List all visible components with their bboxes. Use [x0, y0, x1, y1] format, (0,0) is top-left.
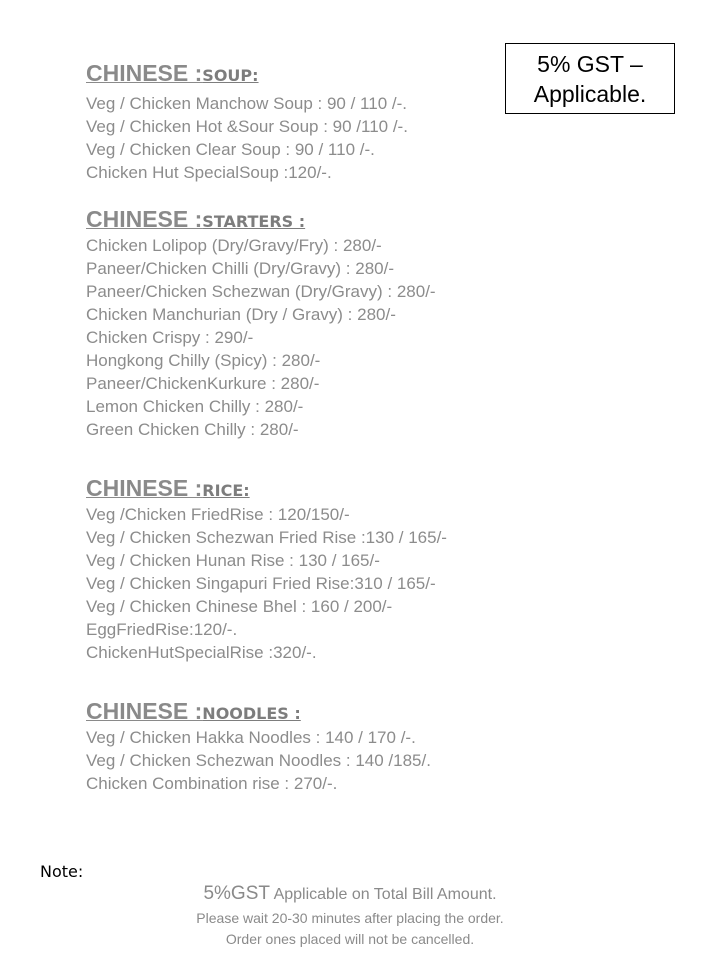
section-subtitle: SOUP:	[202, 66, 259, 85]
section-heading	[86, 696, 506, 726]
menu-item: Veg / Chicken Hot &Sour Soup : 90 /110 /-.	[86, 117, 408, 136]
menu-item: Veg / Chicken Schezwan Fried Rise :130 / 165/-	[86, 528, 447, 547]
section-noodles	[86, 696, 506, 795]
menu	[86, 58, 506, 795]
menu-item: Paneer/ChickenKurkure : 280/-	[86, 374, 320, 393]
wait-note: Please wait 20-30 minutes after placing the order.	[196, 910, 504, 926]
menu-item: Veg / Chicken Clear Soup : 90 / 110 /-.	[86, 140, 375, 159]
section-heading	[86, 58, 506, 88]
menu-item: Paneer/Chicken Schezwan (Dry/Gravy) : 280/-	[86, 282, 436, 301]
gst-notice-line2: Applicable.	[533, 81, 647, 107]
gst-note-prefix: 5%GST	[203, 883, 270, 904]
menu-item: Veg / Chicken Schezwan Noodles : 140 /185/.	[86, 751, 431, 770]
section-heading	[86, 473, 506, 503]
section-title: CHINESE :	[86, 206, 203, 232]
menu-item: Paneer/Chicken Chilli (Dry/Gravy) : 280/-	[86, 259, 394, 278]
cancel-note: Order ones placed will not be cancelled.	[225, 931, 475, 947]
menu-item: Chicken Combination rise : 270/-.	[86, 774, 338, 793]
menu-item: Chicken Crispy : 290/-	[86, 328, 254, 347]
menu-item-list	[86, 92, 506, 184]
menu-item-list	[86, 726, 506, 795]
gst-note	[0, 882, 700, 907]
section-subtitle: RICE:	[202, 481, 250, 500]
gst-notice-line1: 5% GST –	[537, 51, 643, 77]
gst-notice-box	[505, 43, 675, 114]
section-heading	[86, 204, 506, 234]
section-starters	[86, 204, 506, 441]
menu-item: EggFriedRise:120/-.	[86, 620, 238, 639]
section-title: CHINESE :	[86, 698, 203, 724]
note-label: Note:	[40, 862, 84, 881]
gst-note-text: Applicable on Total Bill Amount.	[270, 886, 497, 903]
menu-item: Veg / Chicken Chinese Bhel : 160 / 200/-	[86, 597, 393, 616]
menu-item: Veg /Chicken FriedRise : 120/150/-	[86, 505, 350, 524]
menu-item: Chicken Lolipop (Dry/Gravy/Fry) : 280/-	[86, 236, 382, 255]
menu-item: Chicken Manchurian (Dry / Gravy) : 280/-	[86, 305, 396, 324]
menu-item: Veg / Chicken Singapuri Fried Rise:310 / 165/-	[86, 574, 436, 593]
menu-item-list	[86, 503, 506, 664]
menu-item: Veg / Chicken Manchow Soup : 90 / 110 /-.	[86, 94, 407, 113]
menu-item: Lemon Chicken Chilly : 280/-	[86, 397, 304, 416]
menu-item: Green Chicken Chilly : 280/-	[86, 420, 299, 439]
section-rice	[86, 473, 506, 664]
menu-item: Veg / Chicken Hunan Rise : 130 / 165/-	[86, 551, 380, 570]
section-title: CHINESE :	[86, 60, 203, 86]
menu-item-list	[86, 234, 506, 441]
section-title: CHINESE :	[86, 475, 203, 501]
footer-notes	[0, 882, 700, 949]
section-subtitle: NOODLES :	[202, 704, 301, 723]
section-subtitle: STARTERS :	[202, 212, 306, 231]
menu-item: Chicken Hut SpecialSoup :120/-.	[86, 163, 332, 182]
menu-item: Hongkong Chilly (Spicy) : 280/-	[86, 351, 321, 370]
menu-item: ChickenHutSpecialRise :320/-.	[86, 643, 317, 662]
section-soup	[86, 58, 506, 184]
menu-item: Veg / Chicken Hakka Noodles : 140 / 170 /-.	[86, 728, 416, 747]
